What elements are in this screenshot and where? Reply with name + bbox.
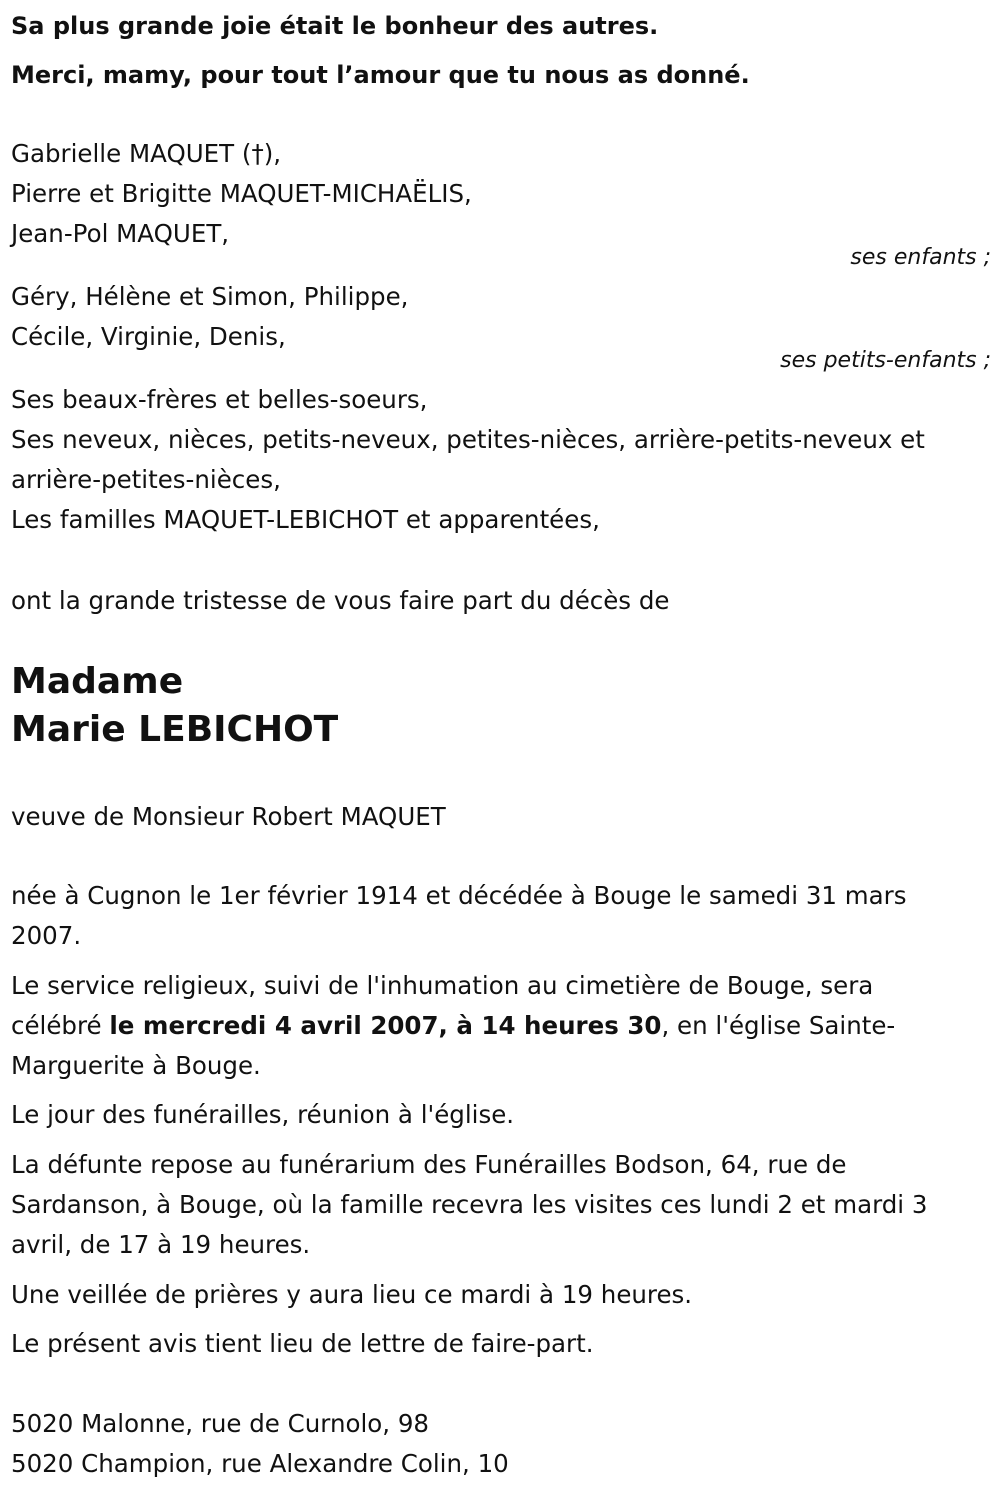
visitation-line: avril, de 17 à 19 heures. xyxy=(11,1230,311,1259)
visitation-line: La défunte repose au funérarium des Funérailles Bodson, 64, rue de xyxy=(11,1150,847,1179)
service-date-time: le mercredi 4 avril 2007, à 14 heures 30 xyxy=(109,1011,662,1040)
service-line-1: Le service religieux, suivi de l'inhumation au cimetière de Bouge, sera xyxy=(11,971,874,1000)
deceased-name: Marie LEBICHOT xyxy=(11,709,339,750)
service-prefix: célébré xyxy=(11,1011,110,1040)
quote-line-1: Sa plus grande joie était le bonheur des autres. xyxy=(11,12,659,40)
child-name: Jean-Pol MAQUET, xyxy=(11,219,230,248)
vigil: Une veillée de prières y aura lieu ce mardi à 19 heures. xyxy=(11,1280,693,1309)
service-line-3: Marguerite à Bouge. xyxy=(11,1051,261,1080)
birth-death-line: 2007. xyxy=(11,921,82,950)
birth-death-line: née à Cugnon le 1er février 1914 et décédée à Bouge le samedi 31 mars xyxy=(11,881,907,910)
notice: Le présent avis tient lieu de lettre de faire-part. xyxy=(11,1329,594,1358)
child-name: Gabrielle MAQUET (†), xyxy=(11,139,282,168)
announcement: ont la grande tristesse de vous faire part du décès de xyxy=(11,586,670,615)
child-name: Pierre et Brigitte MAQUET-MICHAËLIS, xyxy=(11,179,472,208)
grandchildren-role: ses petits-enfants ; xyxy=(780,348,991,373)
relatives-line: Les familles MAQUET-LEBICHOT et apparentées, xyxy=(11,505,600,534)
address: 5020 Malonne, rue de Curnolo, 98 xyxy=(11,1409,430,1438)
service-line-2 xyxy=(11,1006,895,1046)
relatives-line: arrière-petites-nièces, xyxy=(11,465,281,494)
relatives-line: Ses neveux, nièces, petits-neveux, petites-nièces, arrière-petits-neveux et xyxy=(11,425,925,454)
address: 5020 Champion, rue Alexandre Colin, 10 xyxy=(11,1449,509,1478)
grandchild-name: Géry, Hélène et Simon, Philippe, xyxy=(11,282,409,311)
visitation-line: Sardanson, à Bouge, où la famille recevra les visites ces lundi 2 et mardi 3 xyxy=(11,1190,928,1219)
widow-of: veuve de Monsieur Robert MAQUET xyxy=(11,802,446,831)
relatives-line: Ses beaux-frères et belles-soeurs, xyxy=(11,385,428,414)
funeral-meeting: Le jour des funérailles, réunion à l'église. xyxy=(11,1100,515,1129)
children-role: ses enfants ; xyxy=(850,245,991,270)
grandchild-name: Cécile, Virginie, Denis, xyxy=(11,322,286,351)
deceased-title: Madame xyxy=(11,661,184,702)
service-suffix: , en l'église Sainte- xyxy=(661,1011,896,1040)
quote-line-2: Merci, mamy, pour tout l’amour que tu nous as donné. xyxy=(11,61,750,89)
